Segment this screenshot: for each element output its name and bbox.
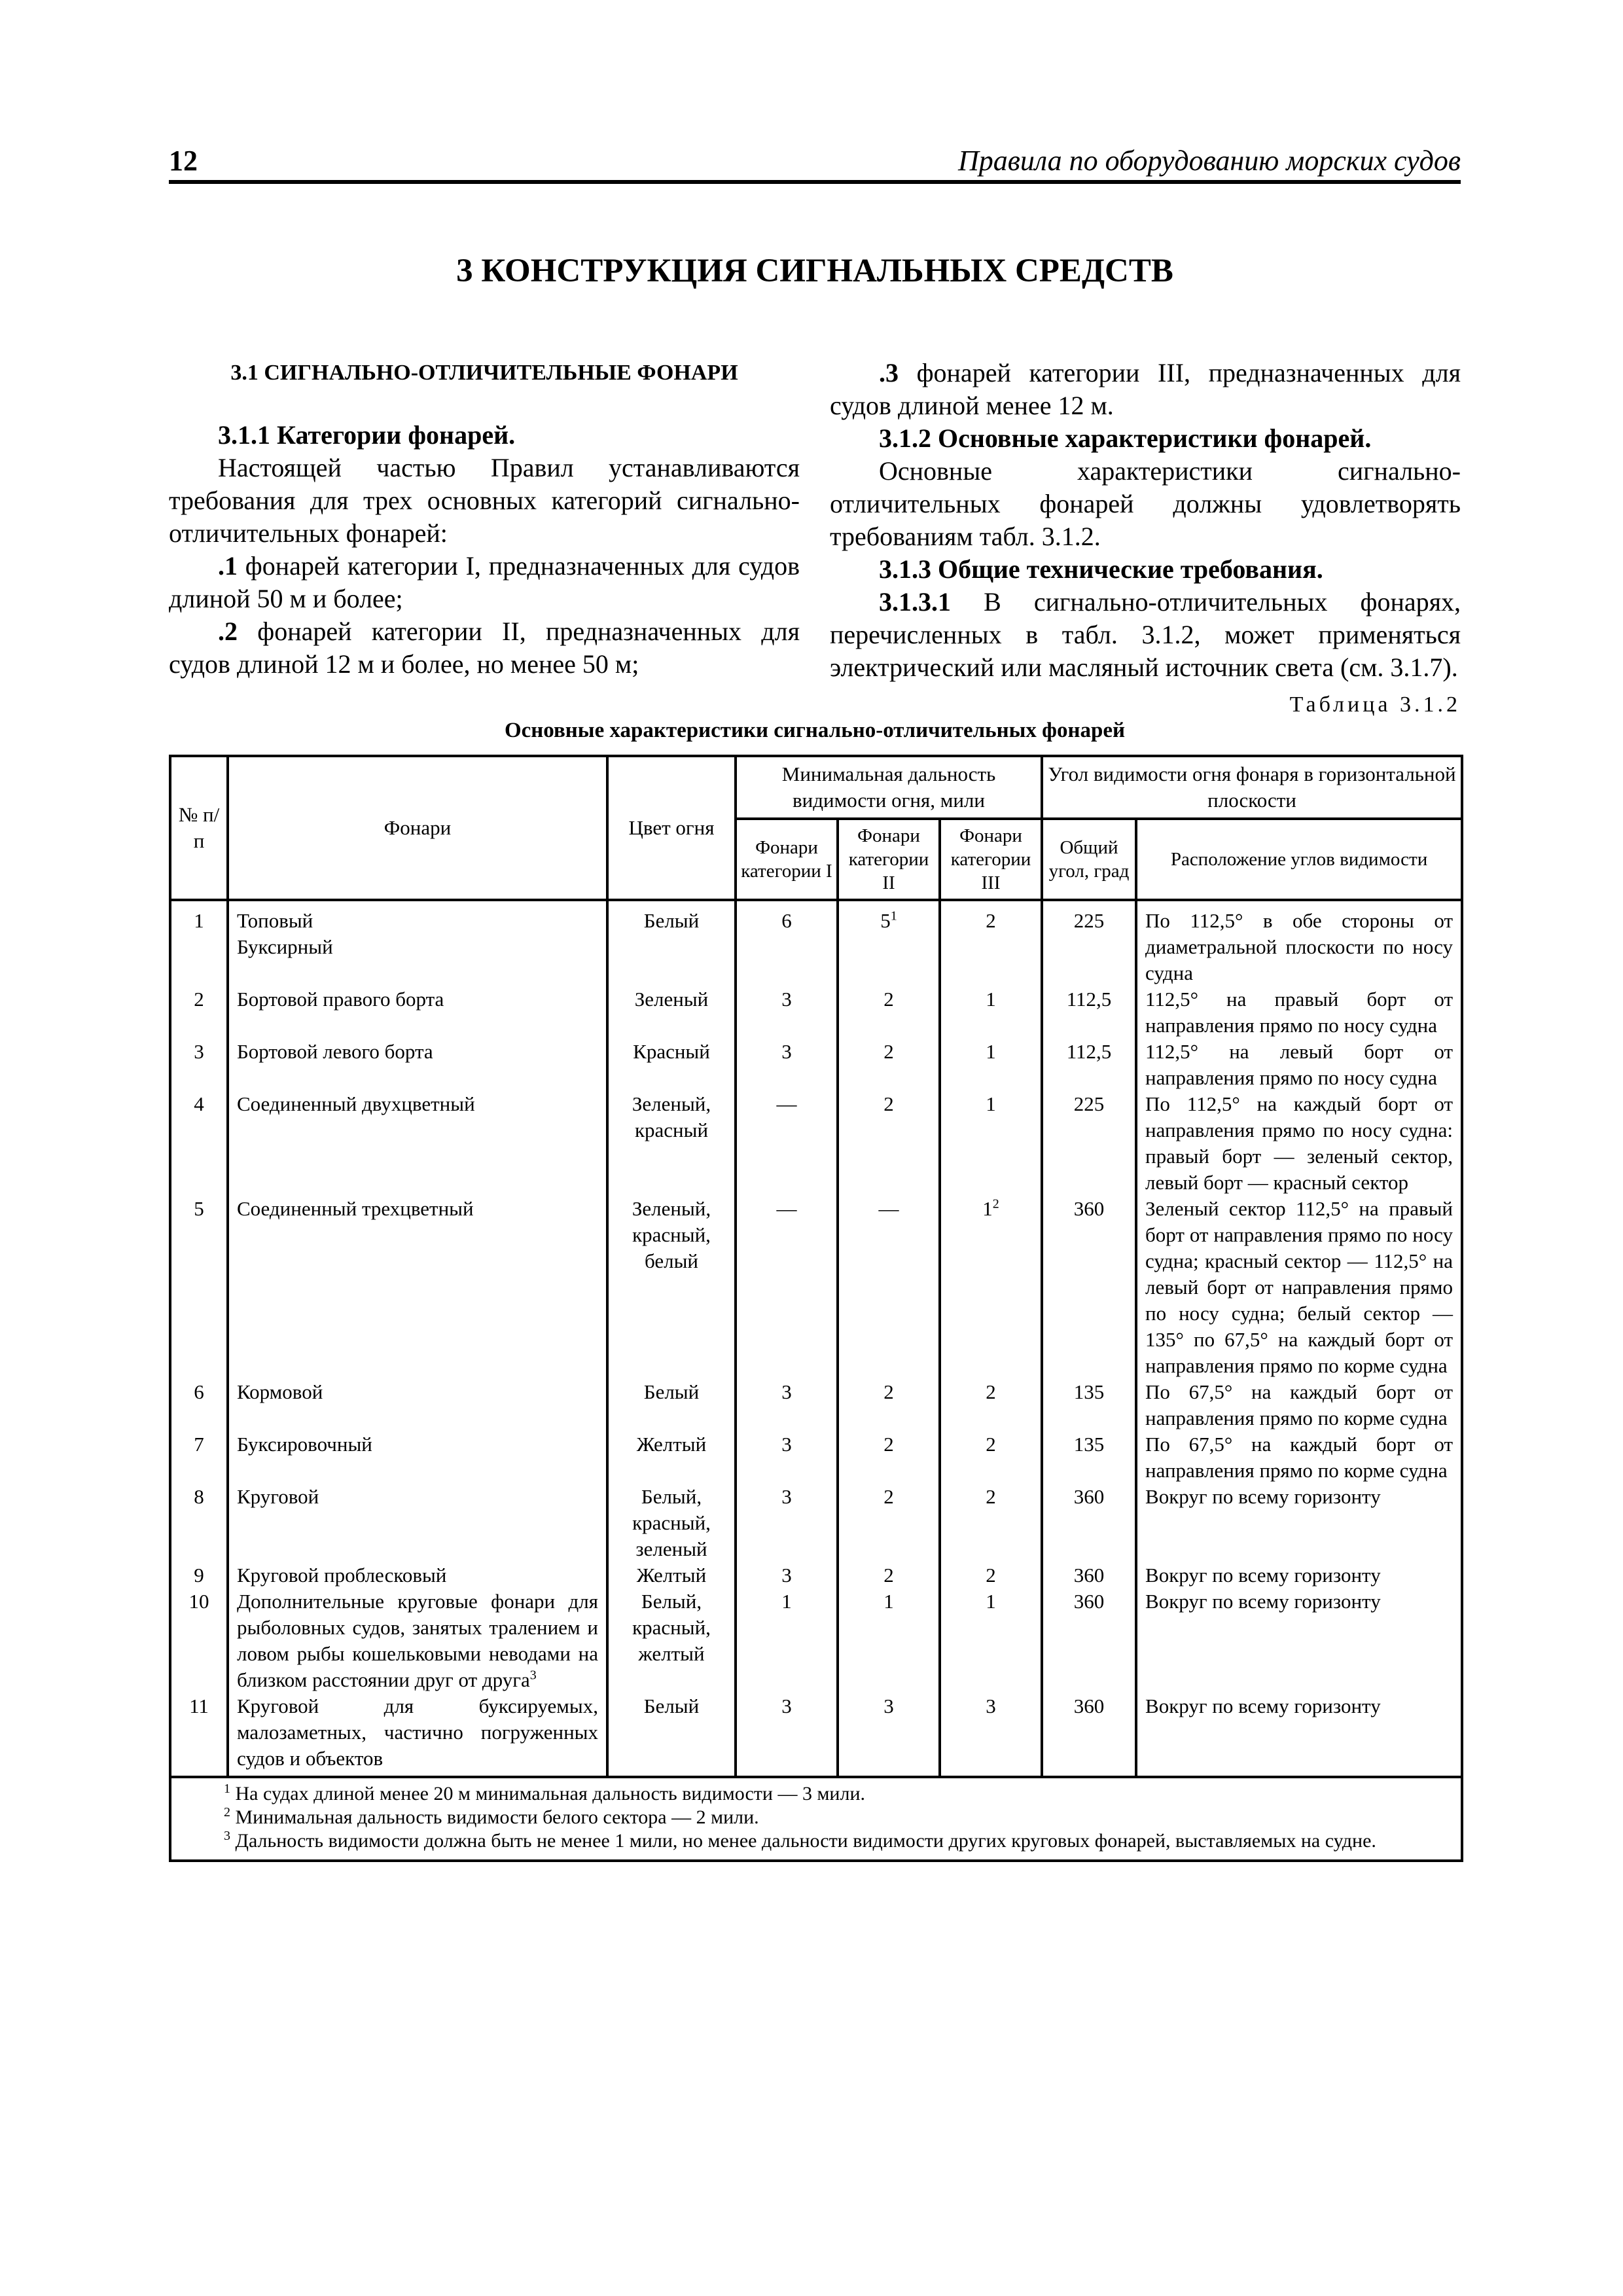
- table-row: [170, 1484, 1462, 1562]
- cell-total-angle: 112,5: [1042, 1039, 1136, 1091]
- paragraph-3-1-3-heading: [830, 553, 1461, 586]
- cell-color: Красный: [607, 1039, 736, 1091]
- item-text: фонарей категории II, предназначенных для судов длиной 12 м и более, но менее 50 м;: [169, 617, 800, 679]
- cell-light-name: Топовый Буксирный: [228, 900, 607, 986]
- footnote-mark: 3: [224, 1829, 230, 1843]
- page-number: 12: [169, 145, 198, 177]
- cell-total-angle: 225: [1042, 900, 1136, 986]
- paragraph-number: 3.1.3.1: [879, 587, 951, 617]
- cell-position: По 67,5° на каждый борт от направления прямо по корме судна: [1136, 1431, 1462, 1484]
- cell-cat1: —: [736, 1091, 838, 1196]
- cell-position: Вокруг по всему горизонту: [1136, 1693, 1462, 1777]
- cell-light-name: Буксировочный: [228, 1431, 607, 1484]
- cell-cat3: 1: [940, 986, 1042, 1039]
- chapter-title: 3 КОНСТРУКЦИЯ СИГНАЛЬНЫХ СРЕДСТВ: [456, 253, 1173, 289]
- table-row: [170, 986, 1462, 1039]
- paragraph-title: Категории фонарей.: [277, 420, 516, 450]
- table-label: Таблица 3.1.2: [1289, 692, 1461, 717]
- cell-light-name: Дополнительные круговые фонари для рыболовных судов, занятых тралением и ловом рыбы кошельковыми неводами на близком расстоянии друг от друга$^3$: [228, 1588, 607, 1693]
- cell-cat3: 2: [940, 1562, 1042, 1588]
- item-number: .2: [218, 617, 238, 646]
- cell-color: Зеленый, красный: [607, 1091, 736, 1196]
- col-header-num: № п/п: [170, 756, 228, 900]
- cell-cat2: 2: [838, 986, 940, 1039]
- cell-num: 8: [170, 1484, 228, 1562]
- table-row: [170, 1693, 1462, 1777]
- cell-color: Желтый: [607, 1431, 736, 1484]
- cell-cat3: 2: [940, 1379, 1042, 1431]
- cell-position: Вокруг по всему горизонту: [1136, 1562, 1462, 1588]
- list-item-1: [169, 550, 800, 615]
- cell-position: Вокруг по всему горизонту: [1136, 1484, 1462, 1562]
- cell-light-name: Бортовой левого борта: [228, 1039, 607, 1091]
- paragraph-number: 3.1.3: [879, 554, 931, 584]
- footnote-ref: 1: [890, 908, 897, 924]
- cell-num: 4: [170, 1091, 228, 1196]
- cell-light-name: Соединенный двухцветный: [228, 1091, 607, 1196]
- footnote-ref: 3: [529, 1668, 537, 1683]
- footnote: $^3$ Дальность видимости должна быть не менее 1 мили, но менее дальности видимости других круговых фонарей, выставляемых на судне.: [224, 1829, 1376, 1852]
- cell-cat3: $1^2$: [940, 1196, 1042, 1379]
- cell-color: Зеленый: [607, 986, 736, 1039]
- cell-num: 1: [170, 900, 228, 986]
- cell-cat1: 3: [736, 1484, 838, 1562]
- cell-position: 112,5° на правый борт от направления прямо по носу судна: [1136, 986, 1462, 1039]
- item-text: фонарей категории III, предназначенных для судов длиной менее 12 м.: [830, 358, 1461, 420]
- cell-cat3: 1: [940, 1039, 1042, 1091]
- cell-total-angle: 360: [1042, 1588, 1136, 1693]
- paragraph-intro: Настоящей частью Правил устанавливаются требования для трех основных категорий сигнально-отличительных фонарей:: [169, 453, 800, 548]
- col-header-position: Расположение углов видимости: [1136, 819, 1462, 900]
- cell-cat3: 1: [940, 1588, 1042, 1693]
- cell-cat1: 3: [736, 986, 838, 1039]
- cell-position: 112,5° на левый борт от направления прямо по носу судна: [1136, 1039, 1462, 1091]
- list-item-2: [169, 615, 800, 681]
- cell-total-angle: 135: [1042, 1379, 1136, 1431]
- cell-num: 2: [170, 986, 228, 1039]
- cell-total-angle: 360: [1042, 1562, 1136, 1588]
- col-header-cat3: Фонари категории III: [940, 819, 1042, 900]
- cell-num: 9: [170, 1562, 228, 1588]
- table-row: [170, 900, 1462, 986]
- cell-cat2: 2: [838, 1379, 940, 1431]
- footnotes-row: [170, 1777, 1462, 1861]
- table-row: [170, 1562, 1462, 1588]
- paragraph-3-1-1-heading: [169, 419, 800, 452]
- header-rule: [169, 180, 1461, 184]
- cell-cat1: 3: [736, 1431, 838, 1484]
- table-header-row: [170, 756, 1462, 819]
- cell-position: По 112,5° в обе стороны от диаметральной плоскости по носу судна: [1136, 900, 1462, 986]
- cell-cat2: —: [838, 1196, 940, 1379]
- footnote-mark: 1: [224, 1782, 230, 1796]
- cell-num: 3: [170, 1039, 228, 1091]
- cell-cat1: —: [736, 1196, 838, 1379]
- col-header-angle-group: Угол видимости огня фонаря в горизонтальной плоскости: [1042, 756, 1462, 819]
- cell-color: Белый: [607, 900, 736, 986]
- col-header-cat1: Фонари категории I: [736, 819, 838, 900]
- cell-cat2: $5^1$: [838, 900, 940, 986]
- footnotes: [170, 1777, 1462, 1861]
- table-row: [170, 1431, 1462, 1484]
- left-column: [169, 357, 800, 681]
- cell-position: По 67,5° на каждый борт от направления прямо по корме судна: [1136, 1379, 1462, 1431]
- paragraph-title: Общие технические требования.: [938, 554, 1323, 584]
- section-heading: 3.1 СИГНАЛЬНО-ОТЛИЧИТЕЛЬНЫЕ ФОНАРИ: [230, 361, 738, 385]
- cell-total-angle: 360: [1042, 1484, 1136, 1562]
- paragraph-3-1-2-heading: [830, 422, 1461, 455]
- table-body: [170, 900, 1462, 1777]
- cell-cat2: 1: [838, 1588, 940, 1693]
- table-row: [170, 1379, 1462, 1431]
- col-header-color: Цвет огня: [607, 756, 736, 900]
- cell-light-name: Круговой для буксируемых, малозаметных, частично погруженных судов и объектов: [228, 1693, 607, 1777]
- footnote-mark: 2: [224, 1805, 230, 1820]
- cell-cat1: 1: [736, 1588, 838, 1693]
- cell-cat1: 6: [736, 900, 838, 986]
- cell-total-angle: 360: [1042, 1196, 1136, 1379]
- col-header-total-angle: Общий угол, град: [1042, 819, 1136, 900]
- cell-color: Белый: [607, 1379, 736, 1431]
- cell-total-angle: 225: [1042, 1091, 1136, 1196]
- cell-cat1: 3: [736, 1039, 838, 1091]
- cell-light-name: Бортовой правого борта: [228, 986, 607, 1039]
- cell-total-angle: 112,5: [1042, 986, 1136, 1039]
- cell-num: 10: [170, 1588, 228, 1693]
- paragraph-3-1-3-1: [830, 586, 1461, 684]
- cell-num: 6: [170, 1379, 228, 1431]
- footnote: $^1$ На судах длиной менее 20 м минимальная дальность видимости — 3 мили.: [224, 1782, 866, 1804]
- cell-total-angle: 135: [1042, 1431, 1136, 1484]
- cell-num: 7: [170, 1431, 228, 1484]
- paragraph-text: В сигнально-отличительных фонарях, перечисленных в табл. 3.1.2, может применяться электрический или масляный источник света (см. 3.1.7).: [830, 587, 1461, 682]
- cell-cat1: 3: [736, 1379, 838, 1431]
- table-row: [170, 1039, 1462, 1091]
- lights-table: [169, 755, 1463, 1862]
- cell-cat1: 3: [736, 1693, 838, 1777]
- cell-light-name: Круговой проблесковый: [228, 1562, 607, 1588]
- cell-color: Белый: [607, 1693, 736, 1777]
- cell-cat2: 2: [838, 1039, 940, 1091]
- cell-color: Белый, красный, желтый: [607, 1588, 736, 1693]
- cell-cat2: 3: [838, 1693, 940, 1777]
- col-header-range-group: Минимальная дальность видимости огня, мили: [736, 756, 1042, 819]
- item-number: .3: [879, 358, 899, 387]
- cell-num: 5: [170, 1196, 228, 1379]
- footnote-ref: 2: [992, 1196, 999, 1211]
- cell-position: По 112,5° на каждый борт от направления прямо по носу судна: правый борт — зеленый сектор, левый борт — красный сектор: [1136, 1091, 1462, 1196]
- cell-cat2: 2: [838, 1431, 940, 1484]
- right-column: [830, 357, 1461, 684]
- item-text: фонарей категории I, предназначенных для судов длиной 50 м и более;: [169, 551, 800, 613]
- cell-cat2: 2: [838, 1562, 940, 1588]
- table-row: [170, 1091, 1462, 1196]
- item-number: .1: [218, 551, 238, 581]
- running-title: Правила по оборудованию морских судов: [957, 145, 1461, 177]
- table-caption: Основные характеристики сигнально-отличительных фонарей: [504, 719, 1126, 742]
- table-row: [170, 1196, 1462, 1379]
- cell-cat3: 1: [940, 1091, 1042, 1196]
- cell-position: Зеленый сектор 112,5° на правый борт от направления прямо по носу судна; красный сектор — 112,5° на левый борт от направления прямо по носу судна; белый сектор — 135° по 67,5° на каждый борт от направления прямо по корме судна: [1136, 1196, 1462, 1379]
- paragraph-number: 3.1.2: [879, 423, 931, 453]
- footnote: $^2$ Минимальная дальность видимости белого сектора — 2 мили.: [224, 1805, 759, 1828]
- cell-cat2: 2: [838, 1091, 940, 1196]
- cell-num: 11: [170, 1693, 228, 1777]
- cell-light-name: Круговой: [228, 1484, 607, 1562]
- cell-light-name: Кормовой: [228, 1379, 607, 1431]
- cell-cat2: 2: [838, 1484, 940, 1562]
- cell-cat3: 2: [940, 1431, 1042, 1484]
- col-header-lights: Фонари: [228, 756, 607, 900]
- paragraph-number: 3.1.1: [218, 420, 270, 450]
- cell-color: Желтый: [607, 1562, 736, 1588]
- cell-cat3: 2: [940, 1484, 1042, 1562]
- cell-total-angle: 360: [1042, 1693, 1136, 1777]
- cell-color: Зеленый, красный, белый: [607, 1196, 736, 1379]
- cell-cat1: 3: [736, 1562, 838, 1588]
- cell-cat3: 2: [940, 900, 1042, 986]
- list-item-3: [830, 357, 1461, 422]
- paragraph-3-1-2-text: Основные характеристики сигнально-отличительных фонарей должны удовлетворять требованиям табл. 3.1.2.: [830, 456, 1461, 551]
- cell-light-name: Соединенный трехцветный: [228, 1196, 607, 1379]
- cell-color: Белый, красный, зеленый: [607, 1484, 736, 1562]
- paragraph-title: Основные характеристики фонарей.: [938, 423, 1372, 453]
- cell-cat3: 3: [940, 1693, 1042, 1777]
- table-row: [170, 1588, 1462, 1693]
- col-header-cat2: Фонари категории II: [838, 819, 940, 900]
- cell-position: Вокруг по всему горизонту: [1136, 1588, 1462, 1693]
